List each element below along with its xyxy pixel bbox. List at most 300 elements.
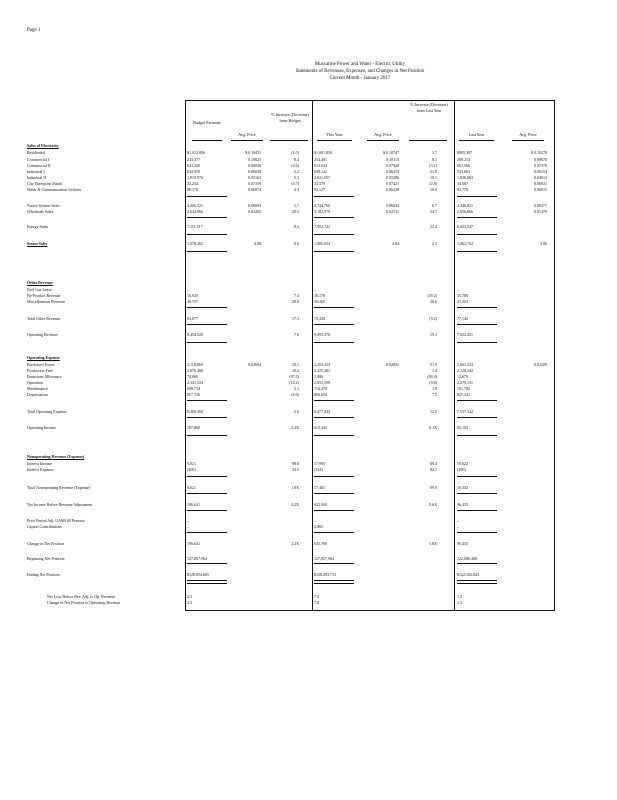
total-rule: [457, 307, 497, 308]
cell-ty: $1,001,850: [314, 150, 332, 155]
total-rule: [314, 196, 354, 197]
cell-pct-b: 0.6: [294, 241, 299, 246]
cell-ly: 35,789: [457, 293, 468, 298]
row-label: Energy Sales: [27, 224, 48, 229]
cell-budget: 16,920: [187, 293, 198, 298]
cell-pct-ly: (2.8): [429, 181, 437, 186]
cell-ly: 10,622: [457, 461, 468, 466]
total-rule: [314, 563, 354, 564]
table-row-capital-contributions: [27, 524, 555, 530]
row-label: Operating Income: [27, 425, 56, 430]
cell-avg-ty: 0.10115: [386, 157, 399, 162]
section-operating-expense: [27, 355, 555, 361]
cell-ty: 17,995: [314, 461, 325, 466]
row-label: Steam Sales: [27, 241, 48, 246]
cell-avg-ly: 0.06921: [534, 181, 547, 186]
cell-avg-ty: 0.05286: [386, 175, 399, 180]
total-rule: [457, 196, 497, 197]
total-rule: [457, 342, 497, 343]
row-label: Interest Income: [27, 461, 52, 466]
cell-ty: 18,170: [314, 293, 325, 298]
cell-avg-ly: 0.06371: [534, 203, 547, 208]
header-underline: [367, 140, 399, 141]
row-label: Purchased Power: [27, 362, 55, 367]
table-row-ratio-change-net-position: [27, 600, 555, 606]
cell-avg-ly: 0.06154: [534, 169, 547, 174]
cell-ly: 77,142: [457, 316, 468, 321]
cell-ly: 41,353: [457, 299, 468, 304]
cell-budget: 2.3: [187, 594, 192, 599]
total-rule: [187, 493, 227, 494]
cell-pct-b: 1.7: [294, 203, 299, 208]
cell-pct-b: 1.0X: [291, 485, 299, 490]
cell-avg-ty: 0.02741: [386, 209, 399, 214]
cell-ly: 7,622,451: [457, 332, 473, 337]
row-label: Operating Revenue: [27, 332, 58, 337]
cell-avg-ly: $ 0.10278: [531, 150, 547, 155]
cell-pct-ly: 5.6X: [429, 502, 437, 507]
cell-budget: 46,757: [187, 299, 198, 304]
row-label: Beginning Net Position: [27, 556, 65, 561]
total-rule: [457, 217, 497, 218]
cell-ly: 1.3: [457, 600, 462, 605]
cell-ty: 56,265: [314, 299, 325, 304]
header-avg-price-last-year: Avg. Price: [519, 132, 537, 137]
cell-ty: 9,093,376: [314, 332, 330, 337]
cell-budget: 233,377: [187, 157, 200, 162]
row-label: Wholesale Sales: [27, 209, 54, 214]
cell-ty: 127,857,964: [314, 556, 334, 561]
total-rule: [314, 324, 354, 325]
cell-avg-b: 0.02265: [248, 209, 261, 214]
cell-pct-ly: 6.7: [432, 203, 437, 208]
cell-budget: 2,644,966: [187, 209, 203, 214]
header-this-year: This Year: [326, 132, 343, 137]
cell-budget: 1,078,462: [187, 241, 203, 246]
cell-ty: 33,579: [314, 181, 325, 186]
cell-ly: 4,446,821: [457, 203, 473, 208]
cell-pct-ly: 1.4: [432, 368, 437, 373]
cell-pct-b: (4.6): [291, 163, 299, 168]
total-rule: [314, 234, 354, 235]
cell-ly: –: [457, 524, 459, 529]
cell-budget: 88,176: [187, 187, 198, 192]
cell-budget: 8,454,520: [187, 332, 203, 337]
cell-pct-b: (4.7): [291, 181, 299, 186]
cell-budget: $128,054,605: [187, 572, 209, 577]
cell-avg-b: 0.02694: [248, 362, 261, 367]
cell-budget: 643,320: [187, 163, 200, 168]
cell-ty: 7.0: [314, 594, 319, 599]
row-label: Native System Sales: [27, 203, 60, 208]
cell-ty: 806,054: [314, 392, 327, 397]
cell-pct-b: 7.6: [294, 332, 299, 337]
total-rule: [457, 435, 497, 436]
cell-ly: 1.3: [457, 594, 462, 599]
section-label: Other Revenue: [27, 280, 53, 285]
cell-ly: 34,567: [457, 181, 468, 186]
total-rule: [187, 324, 227, 325]
cell-avg-ly: 0.09670: [534, 157, 547, 162]
cell-avg-b: $ 0.10411: [245, 150, 261, 155]
section-label: Operating Expense: [27, 355, 60, 360]
cell-budget: 2.3: [187, 600, 192, 605]
total-rule: [187, 234, 227, 235]
header-underline: [512, 140, 544, 141]
cell-budget: 70,000: [187, 374, 198, 379]
financial-statement-table: [27, 100, 555, 610]
row-label: Ending Net Position: [27, 572, 60, 577]
cell-ty: 615,443: [314, 425, 327, 430]
total-rule: [314, 580, 354, 584]
cell-ty: 2,203,433: [314, 362, 330, 367]
cell-pct-ly: 21.8: [430, 169, 437, 174]
cell-pct-ly: 69.4: [430, 461, 437, 466]
cell-ty: 74,430: [314, 316, 325, 321]
row-label: Net Income Before Revenue Adjustment: [27, 502, 93, 507]
row-label: Maintenance: [27, 386, 48, 391]
cell-pct-ly: 7.5: [432, 392, 437, 397]
cell-avg-ly: 0.06015: [534, 187, 547, 192]
cell-pct-ly: (49.2): [427, 293, 437, 298]
row-label: Industrial I: [27, 169, 45, 174]
section-label: Nonoperating Revenue (Expense): [27, 454, 85, 459]
cell-pct-b: 8.3: [294, 224, 299, 229]
cell-ty: 254,401: [314, 157, 327, 162]
cell-avg-b: 0.06693: [248, 203, 261, 208]
row-label: Total Operating Expense: [27, 409, 67, 414]
header-pct-last-year: % Increase (Decrease) from Last Year: [410, 102, 448, 113]
cell-pct-b: 28.8: [292, 299, 299, 304]
total-rule: [457, 251, 497, 252]
cell-avg-ty: 0.02092: [386, 362, 399, 367]
cell-ty: –: [314, 518, 316, 523]
cell-budget: –: [187, 518, 189, 523]
table-row-total-operating-expense: [27, 409, 555, 415]
total-rule: [457, 234, 497, 235]
cell-budget: 196,641: [187, 541, 200, 546]
cell-ty: 7,902,742: [314, 224, 330, 229]
total-rule: [457, 510, 497, 511]
cell-ty: –: [314, 287, 316, 292]
table-row-wholesale: [27, 209, 555, 215]
total-rule: [314, 307, 354, 308]
table-bottom-border: [185, 610, 555, 611]
cell-avg-ly: 0.01478: [534, 209, 547, 214]
table-top-border: [185, 100, 555, 101]
cell-ty: 2,055,599: [314, 380, 330, 385]
total-rule: [187, 476, 227, 477]
cell-ty: 3,182,979: [314, 209, 330, 214]
cell-ly: 533,063: [457, 169, 470, 174]
cell-pct-b: 10.2: [292, 368, 299, 373]
cell-pct-b: 18.1: [292, 362, 299, 367]
cell-budget: 2,076,400: [187, 368, 203, 373]
row-label: Net Loss Before Rev. Adj. to Op. Revenue: [47, 594, 116, 599]
cell-ly: 1,062,762: [457, 241, 473, 246]
cell-budget: $1,012,096: [187, 150, 205, 155]
total-rule: [187, 342, 227, 343]
cell-budget: 1,919,976: [187, 175, 203, 180]
total-rule: [187, 580, 227, 584]
cell-ly: 2,056,666: [457, 209, 473, 214]
cell-ly: 6,453,547: [457, 224, 473, 229]
cell-budget: (400): [187, 467, 196, 472]
cell-pct-b: 5.3: [294, 175, 299, 180]
cell-pct-ly: 1.8: [432, 386, 437, 391]
cell-pct-b: (6.0): [291, 392, 299, 397]
cell-budget: 4,466,521: [187, 203, 203, 208]
cell-ly: –: [457, 287, 459, 292]
cell-pct-b: 7.4: [294, 293, 299, 298]
section-sales: [27, 143, 555, 149]
total-rule: [314, 342, 354, 343]
total-rule: [314, 400, 354, 401]
cell-ty: 8,477,433: [314, 409, 330, 414]
cell-ty: 17,461: [314, 485, 325, 490]
cell-ty: 4,744,760: [314, 203, 330, 208]
cell-budget: 187,860: [187, 425, 200, 430]
cell-ly: 86,103: [457, 425, 468, 430]
row-label: Total Other Revenue: [27, 316, 61, 321]
cell-ty: $128,493,733: [314, 572, 336, 577]
total-rule: [187, 251, 227, 252]
table-row-operating-income: [27, 425, 555, 431]
total-rule: [314, 476, 354, 477]
header-underline: [192, 140, 222, 141]
cell-pct-b: 2.2X: [291, 541, 299, 546]
cell-ly: 827,341: [457, 392, 470, 397]
cell-ly: (290): [457, 467, 466, 472]
cell-avg-ty: 0.06643: [386, 203, 399, 208]
total-rule: [457, 324, 497, 325]
cell-avg-ty: 0.06253: [386, 169, 399, 174]
total-rule: [457, 400, 497, 401]
cell-avg-b: 0.07159: [248, 181, 261, 186]
cell-pct-b: (1.0): [291, 150, 299, 155]
table-row-beginning-net-position: [27, 556, 555, 562]
total-rule: [314, 417, 354, 418]
cell-ty: 613,644: [314, 163, 327, 168]
table-row-residential: [27, 150, 555, 156]
cell-budget: 127,857,964: [187, 556, 207, 561]
total-rule: [457, 476, 497, 477]
cell-pct-b: 98.8: [292, 461, 299, 466]
cell-ly: 10,332: [457, 485, 468, 490]
header-pct-budget: % Increase (Decrease) from Budget: [271, 112, 309, 123]
row-label: Change in Net Position: [27, 541, 65, 546]
cell-pct-b: 2.6: [294, 409, 299, 414]
cell-avg-ty: 0.06228: [386, 187, 399, 192]
header-underline: [231, 140, 263, 141]
report-period: Current Month - January 2017: [329, 76, 391, 81]
page-number: Page 1: [27, 28, 41, 33]
total-rule: [187, 510, 227, 511]
row-label: Commercial II: [27, 163, 51, 168]
total-rule: [187, 217, 227, 218]
cell-ly: 122,086,408: [457, 556, 477, 561]
cell-avg-b: 4.08: [254, 241, 261, 246]
total-rule: [314, 532, 354, 533]
cell-pct-ly: 2.1: [432, 241, 437, 246]
cell-pct-b: (87.5): [289, 374, 299, 379]
table-row-net-income: [27, 502, 555, 508]
cell-pct-ly: (9.8): [429, 380, 437, 385]
cell-pct-ly: 8.1: [432, 157, 437, 162]
cell-ty: 714,478: [314, 386, 327, 391]
report-header: [185, 61, 535, 82]
cell-budget: 8,266,360: [187, 409, 203, 414]
cell-pct-ly: 1.7: [432, 150, 437, 155]
header-underline: [409, 140, 447, 141]
total-rule: [314, 493, 354, 494]
cell-avg-b: 0.10023: [248, 157, 261, 162]
cell-pct-ly: (3.2): [429, 316, 437, 321]
cell-pct-ly: 51.9: [430, 362, 437, 367]
cell-avg-ty: 0.07421: [386, 181, 399, 186]
cell-avg-ly: 0.04814: [534, 175, 547, 180]
cell-ly: 701,782: [457, 386, 470, 391]
row-label: Interest Expense: [27, 467, 54, 472]
cell-pct-b: 2.2: [294, 169, 299, 174]
cell-pct-ly: 10.0: [430, 187, 437, 192]
cell-ly: 2,279,131: [457, 380, 473, 385]
cell-budget: 196,641: [187, 502, 200, 507]
row-label: City Enterprise Funds: [27, 181, 63, 186]
cell-avg-ty: 3.84: [392, 241, 399, 246]
table-row-change-in-net-position: [27, 541, 555, 547]
cell-budget: 63,677: [187, 316, 198, 321]
cell-pct-ly: 19.3: [430, 332, 437, 337]
cell-pct-ly: 10.1: [430, 175, 437, 180]
table-row-total-nonoperating: [27, 485, 555, 491]
cell-ly: 96,435: [457, 502, 468, 507]
cell-ty: 1,085,024: [314, 241, 330, 246]
header-underline: [270, 140, 308, 141]
table-row-interest-expense: [27, 467, 555, 473]
row-label: By-Product Revenue: [27, 293, 61, 298]
total-rule: [187, 563, 227, 564]
cell-avg-b: 0.08036: [248, 163, 261, 168]
cell-ly: –: [457, 518, 459, 523]
cell-pct-b: 2.1: [294, 386, 299, 391]
row-label: Residential: [27, 150, 45, 155]
total-rule: [314, 510, 354, 511]
cell-budget: 2,118,860: [187, 362, 203, 367]
cell-budget: 9,021: [187, 461, 196, 466]
row-label: Emissions Allowance: [27, 374, 62, 379]
cell-ty: (534): [314, 467, 323, 472]
row-label: Production Fuel: [27, 368, 53, 373]
cell-pct-b: 8.4: [294, 157, 299, 162]
row-label: Water & Communication Utilities: [27, 187, 82, 192]
cell-ty: 2,865: [314, 524, 323, 529]
table-row-water-communication-utilities: [27, 187, 555, 193]
cell-ly: $985,397: [457, 150, 472, 155]
total-rule: [187, 532, 227, 533]
section-nonoperating: [27, 454, 555, 460]
cell-ty: 2,225,381: [314, 368, 330, 373]
cell-pct-b: (12.2): [289, 380, 299, 385]
row-label: Change in Net Position to Operating Revenue: [47, 600, 121, 605]
cell-avg-b: 0.05163: [248, 175, 261, 180]
cell-budget: 8,621: [187, 485, 196, 490]
total-rule: [457, 580, 497, 584]
cell-budget: 857,136: [187, 392, 200, 397]
total-rule: [457, 563, 497, 564]
table-row-miscellaneous: [27, 299, 555, 305]
total-rule: [314, 251, 354, 252]
cell-ly: $122,182,843: [457, 572, 479, 577]
cell-pct-ly: 36.6: [430, 299, 437, 304]
row-label: Fuel Gas Lease: [27, 287, 52, 292]
report-subtitle: Statements of Revenues, Expenses, and Changes in Net Position: [295, 69, 425, 74]
cell-budget: 7,111,517: [187, 224, 203, 229]
cell-budget: –: [187, 287, 189, 292]
cell-ly: 96,435: [457, 541, 468, 546]
cell-budget: 699,734: [187, 386, 200, 391]
cell-pct-ly: 5.6X: [429, 541, 437, 546]
cell-pct-ly: (3.1): [429, 163, 437, 168]
total-rule: [314, 217, 354, 218]
table-row-ending-net-position: [27, 572, 555, 578]
cell-budget: 35,254: [187, 181, 198, 186]
cell-pct-ly: 84.1: [430, 467, 437, 472]
table-row-total-other-revenue: [27, 316, 555, 322]
cell-ly: 83,778: [457, 187, 468, 192]
cell-avg-ly: 0.02209: [534, 362, 547, 367]
total-rule: [187, 307, 227, 308]
report-title: Muscatine Power and Water - Electric Utility: [314, 62, 406, 67]
cell-pct-b: 4.3: [294, 187, 299, 192]
cell-ty: 1,986: [314, 374, 323, 379]
cell-ty: 635,769: [314, 541, 327, 546]
total-rule: [187, 400, 227, 401]
cell-ly: 208,214: [457, 157, 470, 162]
cell-ty: 92,127: [314, 187, 325, 192]
table-row-depreciation: [27, 392, 555, 398]
cell-ly: 1,836,083: [457, 175, 473, 180]
cell-pct-ly: 22.4: [430, 224, 437, 229]
row-label: Capital Contributions: [27, 524, 62, 529]
cell-pct-ly: (84.3): [427, 374, 437, 379]
cell-ty: 632,904: [314, 502, 327, 507]
cell-avg-ty: 0.07920: [386, 163, 399, 168]
cell-ly: 12,679: [457, 374, 468, 379]
row-label: Prior Period Adj. GASB 68 Pension: [27, 518, 85, 523]
row-label: Miscellaneous Revenue: [27, 299, 66, 304]
header-avg-price-this-year: Avg. Price: [374, 132, 392, 137]
header-underline: [459, 140, 494, 141]
cell-pct-ly: 6.1X: [429, 425, 437, 430]
cell-ty: 7.0: [314, 600, 319, 605]
total-rule: [187, 435, 227, 436]
cell-budget: –: [187, 524, 189, 529]
cell-pct-b: 20.5: [292, 209, 299, 214]
cell-avg-ly: 3.96: [540, 241, 547, 246]
row-label: Operation: [27, 380, 43, 385]
cell-avg-ly: 0.07379: [534, 163, 547, 168]
total-rule: [457, 417, 497, 418]
cell-ly: 2,128,342: [457, 368, 473, 373]
cell-ly: 1,661,523: [457, 362, 473, 367]
header-last-year: Last Year: [468, 132, 485, 137]
row-label: Total Nonoperating Revenue (Expense): [27, 485, 91, 490]
cell-pct-b: 33.5: [292, 467, 299, 472]
total-rule: [314, 435, 354, 436]
header-avg-price-budget: Avg. Price: [238, 132, 256, 137]
row-label: Industrial II: [27, 175, 46, 180]
